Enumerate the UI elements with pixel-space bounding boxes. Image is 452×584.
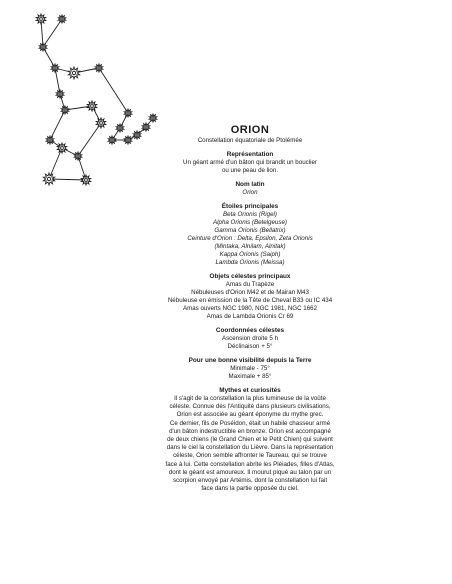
section-text-line: ou une peau de lion. — [221, 167, 279, 174]
section-text-line: Ascension droite 5 h — [221, 335, 279, 342]
section-heading: Coordonnées célestes — [215, 327, 285, 334]
constellation-line — [50, 110, 65, 140]
section-latin-name — [100, 181, 400, 197]
section-heading: Nom latin — [235, 181, 265, 188]
constellation-line — [78, 123, 101, 156]
section-text-line: Amas de Lambda Orionis Cr 69 — [206, 313, 294, 320]
section-text-line: Minimale - 75° — [230, 365, 270, 372]
star-center-icon — [61, 18, 63, 20]
section-text-line: Il s'agit de la constellation la plus lumineuse de la voûte — [174, 395, 326, 402]
star-center-icon — [91, 105, 94, 108]
section-heading: Pour une bonne visibilité depuis la Terre — [188, 357, 312, 364]
section-text-line: Un géant armé d'un bâton qui brandit un bouclier — [183, 159, 317, 166]
star-center-icon — [152, 117, 154, 119]
section-text-line: (Mintaka, Alnilam, Alnitak) — [214, 243, 286, 250]
section-text-line: céleste. Connue dès l'Antiquité dans plusieurs civilisations, — [169, 403, 331, 411]
section-text-line: de deux chiens (le Grand Chien et le Petit Chien) qui suivent — [167, 436, 333, 444]
section-main-stars — [100, 203, 400, 267]
constellation-info — [100, 124, 400, 499]
star-center-icon — [127, 112, 129, 114]
section-text-line: Amas ouverts NGC 1980, NGC 1981, NGC 1662 — [182, 305, 318, 312]
constellation-line — [49, 179, 86, 180]
section-text-line: Lambda Orionis (Meissa) — [215, 259, 285, 266]
section-text-line: Nébuleuses d'Orion M42 et de Mairan M43 — [191, 289, 309, 296]
page-title: ORION — [230, 124, 270, 136]
section-text-line: Alpha Orionis (Betelgeuse) — [213, 219, 287, 226]
star-center-icon — [98, 67, 100, 69]
constellation-line — [43, 19, 62, 47]
star-center-icon — [59, 93, 61, 95]
section-text-line: face dans la partie opposée du ciel. — [201, 485, 299, 493]
section-text-line: d'un bâton indestructible en bronze. Orion est accompagné — [169, 427, 331, 435]
section-text-line: Ceinture d'Orion : Delta, Epsilon, Zeta Orionis — [187, 235, 313, 242]
star-center-icon — [61, 147, 64, 150]
section-celestial-objects — [100, 273, 400, 321]
section-text-line: Amas du Trapèze — [225, 281, 275, 288]
star-center-icon — [72, 71, 75, 74]
section-text-line: Kappa Orionis (Saiph) — [219, 251, 281, 258]
star-center-icon — [77, 155, 79, 157]
section-text-line: Orion est associée au géant éponyme du mythe grec. — [176, 411, 324, 419]
section-heading: Représentation — [226, 151, 274, 158]
section-text-line: céleste, Orion semble affronter le Taureau, qui se trouve — [173, 452, 327, 460]
star-center-icon — [54, 67, 56, 69]
section-text-line: scorpion envoyé par Artémis, dont la constellation lui fait — [172, 477, 328, 485]
section-text-line: dont le géant est amoureux. Il mourut piqué au talon par un — [168, 468, 332, 476]
star-center-icon — [85, 179, 88, 182]
section-text-line: Orion — [242, 189, 258, 196]
section-representation — [100, 151, 400, 175]
section-text-line: Gamma Orionis (Bellatrix) — [214, 227, 286, 234]
section-heading: Mythes et curiosités — [219, 387, 281, 394]
constellation-line — [78, 156, 86, 180]
star-center-icon — [49, 139, 51, 141]
section-heading: Étoiles principales — [221, 203, 279, 210]
section-text-line: Beta Orionis (Rigel) — [223, 211, 277, 218]
section-text-line: Maximale + 85° — [228, 373, 272, 380]
page-subtitle: Constellation équatoriale de Ptolémée — [197, 137, 303, 144]
constellation-line — [55, 68, 60, 94]
section-myths — [100, 387, 400, 493]
star-center-icon — [64, 109, 66, 111]
section-text-line: Nébuleuse en émission de la Tête de Cheval B33 ou IC 434 — [167, 297, 333, 304]
star-center-icon — [40, 18, 43, 21]
constellation-line — [99, 68, 128, 113]
section-text-line: Déclinaison + 5° — [227, 343, 273, 350]
section-text-line: dans le ciel la constellation du Lièvre. Dans la représentation — [166, 444, 334, 452]
section-visibility — [100, 357, 400, 381]
section-heading: Objets célestes principaux — [209, 273, 291, 280]
section-coordinates — [100, 327, 400, 351]
section-text-line: Ce dernier, fils de Poséidon, était un habile chasseur armé — [169, 419, 331, 427]
star-center-icon — [42, 46, 44, 48]
star-center-icon — [47, 177, 50, 180]
section-text-line: face à lui. Cette constellation abrite les Pléiades, filles d'Atlas, — [165, 460, 335, 468]
constellation-line — [49, 148, 62, 179]
